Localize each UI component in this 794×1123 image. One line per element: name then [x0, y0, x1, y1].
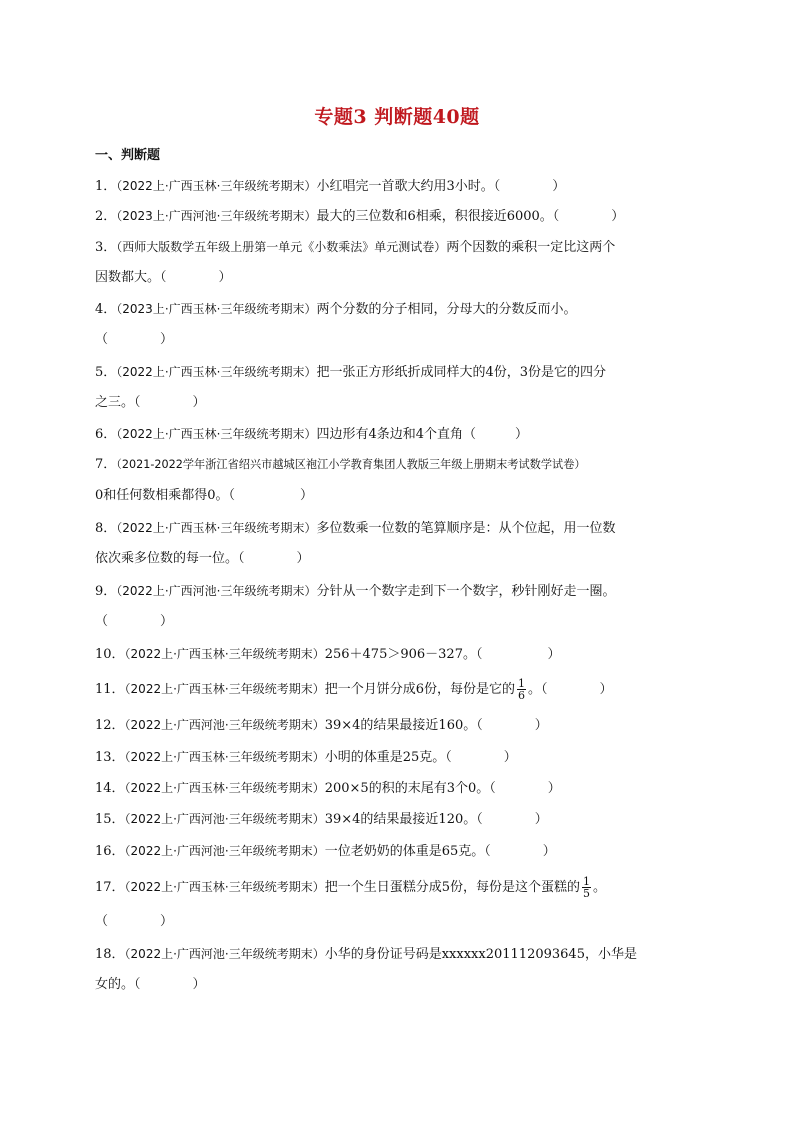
question-7-continued: 0和任何数相乘都得0。（ ） — [95, 488, 314, 503]
fraction-numerator: 1 — [583, 875, 590, 888]
question-text: 多位数乘一位数的笔算顺序是：从个位起，用一位数 — [316, 521, 616, 536]
question-number: 12． — [95, 718, 125, 733]
question-text: 把一张正方形纸折成同样大的4份，3份是它的四分 — [316, 365, 606, 380]
question-number: 2． — [95, 209, 117, 224]
question-number: 4． — [95, 302, 117, 317]
question-number: 8． — [95, 521, 117, 536]
question-number: 6． — [95, 427, 117, 442]
question-source: （2022上·广西玉林·三年级统考期末） — [124, 781, 325, 795]
question-source: （2023上·广西玉林·三年级统考期末） — [116, 302, 317, 316]
question-source: （2022上·广西玉林·三年级统考期末） — [116, 427, 317, 441]
question-text: 39×4的结果最接近120。（ ） — [324, 812, 548, 827]
question-15 — [95, 810, 705, 829]
question-text: 256＋475＞906－327。（ ） — [324, 647, 561, 662]
question-text: 一位老奶奶的体重是65克。（ ） — [324, 844, 556, 859]
question-17-continued: （ ） — [95, 914, 174, 929]
question-source: （2022上·广西玉林·三年级统考期末） — [124, 647, 325, 661]
question-8 — [95, 519, 705, 538]
fraction-numerator: 1 — [518, 677, 525, 690]
question-text-after: 。（ ） — [528, 682, 613, 697]
question-source: （西师大版数学五年级上册第一单元《小数乘法》单元测试卷） — [116, 240, 447, 254]
question-number: 13． — [95, 750, 125, 765]
question-11 — [95, 678, 705, 701]
question-5-continued: 之三。（ ） — [95, 395, 206, 410]
question-4-continued: （ ） — [95, 332, 174, 347]
question-text-after: 。 — [593, 880, 607, 895]
question-text: 分针从一个数字走到下一个数字，秒针刚好走一圈。 — [316, 584, 616, 599]
question-text: 把一个月饼分成6份，每份是它的 — [324, 682, 515, 697]
fraction-denominator: 5 — [583, 887, 590, 900]
question-text: 两个因数的乘积一定比这两个 — [446, 240, 616, 255]
question-source: （2022上·广西河池·三年级统考期末） — [116, 584, 317, 598]
question-text: 小华的身份证号码是xxxxxx201112093645，小华是 — [324, 947, 637, 962]
question-number: 1． — [95, 179, 117, 194]
question-1 — [95, 177, 705, 196]
question-6 — [95, 425, 705, 444]
question-2 — [95, 207, 705, 226]
question-text: 四边形有4条边和4个直角（ ） — [316, 427, 528, 442]
question-text: 200×5的积的末尾有3个0。（ ） — [324, 781, 561, 796]
question-source: （2022上·广西玉林·三年级统考期末） — [124, 750, 325, 764]
question-source: （2022上·广西玉林·三年级统考期末） — [116, 365, 317, 379]
question-number: 3． — [95, 240, 117, 255]
question-number: 15． — [95, 812, 125, 827]
question-17 — [95, 876, 705, 899]
question-text: 39×4的结果最接近160。（ ） — [324, 718, 548, 733]
question-9-continued: （ ） — [95, 614, 174, 629]
question-source: （2022上·广西河池·三年级统考期末） — [124, 718, 325, 732]
question-4 — [95, 300, 705, 319]
question-source: （2022上·广西玉林·三年级统考期末） — [124, 880, 325, 894]
question-8-continued: 依次乘多位数的每一位。（ ） — [95, 551, 310, 566]
fraction — [517, 678, 526, 701]
question-number: 7． — [95, 457, 117, 472]
question-number: 17． — [95, 880, 125, 895]
question-source: （2022上·广西玉林·三年级统考期末） — [116, 521, 317, 535]
question-3 — [95, 238, 705, 257]
question-16 — [95, 842, 705, 861]
question-number: 11． — [95, 682, 125, 697]
question-number: 5． — [95, 365, 117, 380]
question-18 — [95, 945, 705, 964]
question-source: （2022上·广西玉林·三年级统考期末） — [124, 682, 325, 696]
question-number: 9． — [95, 584, 117, 599]
question-source: （2022上·广西河池·三年级统考期末） — [124, 947, 325, 961]
question-source: （2022上·广西河池·三年级统考期末） — [124, 812, 325, 826]
question-text: 两个分数的分子相同，分母大的分数反而小。 — [316, 302, 577, 317]
question-10 — [95, 645, 705, 664]
question-9 — [95, 582, 705, 601]
question-14 — [95, 779, 705, 798]
question-13 — [95, 748, 705, 767]
question-3-continued: 因数都大。（ ） — [95, 270, 232, 285]
question-number: 10． — [95, 647, 125, 662]
question-text: 小红唱完一首歌大约用3小时。（ ） — [316, 179, 566, 194]
question-source: （2023上·广西河池·三年级统考期末） — [116, 209, 317, 223]
question-source: （2021-2022学年浙江省绍兴市越城区袍江小学教育集团人教版三年级上册期末考试数学试卷） — [116, 458, 586, 471]
question-text: 最大的三位数和6相乘，积很接近6000。（ ） — [316, 209, 625, 224]
question-5 — [95, 363, 705, 382]
question-18-continued: 女的。（ ） — [95, 977, 206, 992]
question-text: 小明的体重是25克。（ ） — [324, 750, 517, 765]
question-source: （2022上·广西玉林·三年级统考期末） — [116, 179, 317, 193]
fraction-denominator: 6 — [518, 689, 525, 702]
question-text: 把一个生日蛋糕分成5份，每份是这个蛋糕的 — [324, 880, 580, 895]
question-number: 18． — [95, 947, 125, 962]
question-number: 14． — [95, 781, 125, 796]
question-12 — [95, 716, 705, 735]
question-number: 16． — [95, 844, 125, 859]
question-source: （2022上·广西河池·三年级统考期末） — [124, 844, 325, 858]
page-title: 专题3 判断题40题 — [314, 106, 480, 128]
fraction — [582, 876, 591, 899]
question-7 — [95, 456, 705, 474]
section-heading: 一、判断题 — [95, 148, 161, 163]
